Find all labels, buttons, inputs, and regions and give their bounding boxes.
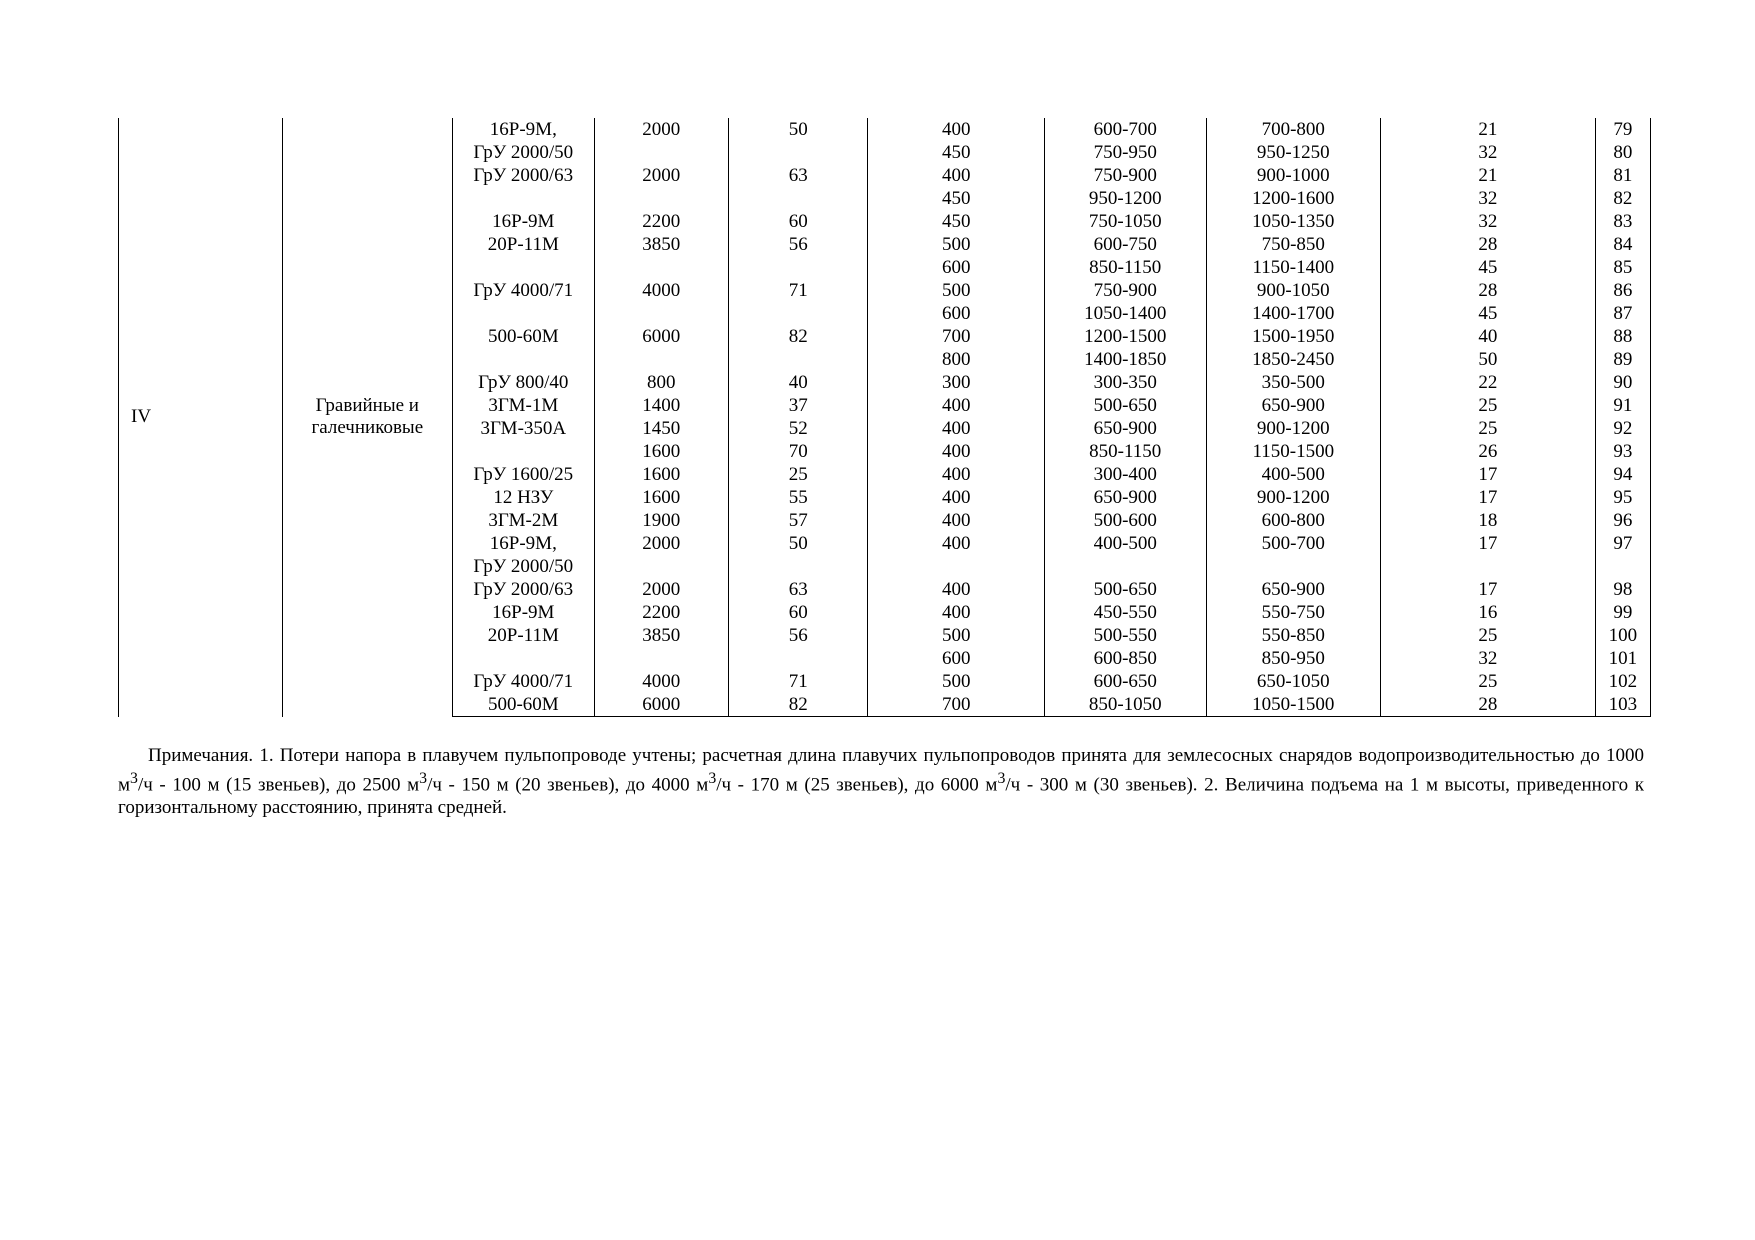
dredger-model-cell: ГрУ 1600/25 [453, 463, 594, 486]
capacity-cell: 2000 [594, 164, 728, 187]
range-horizontal-cell: 650-900 [1044, 486, 1206, 509]
range-total-cell: 650-900 [1206, 394, 1381, 417]
range-horizontal-cell: 1200-1500 [1044, 325, 1206, 348]
range-horizontal-cell: 600-750 [1044, 233, 1206, 256]
dredger-model-cell [453, 440, 594, 463]
capacity-cell: 3850 [594, 624, 728, 647]
pipe-diameter-cell: 400 [868, 486, 1045, 509]
pipe-diameter-cell: 600 [868, 256, 1045, 279]
range-total-cell: 1150-1500 [1206, 440, 1381, 463]
pipe-diameter-cell: 400 [868, 509, 1045, 532]
range-horizontal-cell: 500-600 [1044, 509, 1206, 532]
rise-cell: 45 [1381, 256, 1596, 279]
head-cell: 56 [728, 624, 867, 647]
range-total-cell: 500-700 [1206, 532, 1381, 555]
range-horizontal-cell: 300-350 [1044, 371, 1206, 394]
pipe-diameter-cell: 800 [868, 348, 1045, 371]
row-number-cell: 91 [1595, 394, 1650, 417]
range-horizontal-cell: 850-1050 [1044, 693, 1206, 717]
soil-type-cell: Гравийные и галечниковые [282, 118, 453, 717]
row-number-cell: 102 [1595, 670, 1650, 693]
capacity-cell: 4000 [594, 670, 728, 693]
row-number-cell: 87 [1595, 302, 1650, 325]
pipe-diameter-cell: 600 [868, 647, 1045, 670]
pipe-diameter-cell [868, 555, 1045, 578]
rise-cell: 32 [1381, 210, 1596, 233]
range-total-cell: 650-900 [1206, 578, 1381, 601]
pipe-diameter-cell: 400 [868, 164, 1045, 187]
rise-cell: 25 [1381, 670, 1596, 693]
range-total-cell: 1400-1700 [1206, 302, 1381, 325]
range-horizontal-cell: 950-1200 [1044, 187, 1206, 210]
range-horizontal-cell: 1400-1850 [1044, 348, 1206, 371]
pipe-diameter-cell: 500 [868, 624, 1045, 647]
dredger-performance-table [118, 118, 1651, 717]
row-number-cell: 103 [1595, 693, 1650, 717]
head-cell: 25 [728, 463, 867, 486]
head-cell [728, 647, 867, 670]
range-total-cell: 900-1200 [1206, 486, 1381, 509]
pipe-diameter-cell: 400 [868, 532, 1045, 555]
capacity-cell [594, 555, 728, 578]
dredger-model-cell [453, 348, 594, 371]
range-total-cell: 750-850 [1206, 233, 1381, 256]
range-horizontal-cell: 1050-1400 [1044, 302, 1206, 325]
dredger-model-cell: 20Р-11М [453, 233, 594, 256]
dredger-model-cell: 500-60М [453, 693, 594, 717]
range-horizontal-cell: 850-1150 [1044, 256, 1206, 279]
range-total-cell: 850-950 [1206, 647, 1381, 670]
pipe-diameter-cell: 500 [868, 233, 1045, 256]
head-cell [728, 187, 867, 210]
pipe-diameter-cell: 600 [868, 302, 1045, 325]
rise-cell: 40 [1381, 325, 1596, 348]
row-number-cell: 89 [1595, 348, 1650, 371]
range-horizontal-cell: 450-550 [1044, 601, 1206, 624]
range-horizontal-cell: 750-1050 [1044, 210, 1206, 233]
capacity-cell [594, 187, 728, 210]
head-cell [728, 256, 867, 279]
range-total-cell: 600-800 [1206, 509, 1381, 532]
table-notes [118, 744, 1644, 819]
capacity-cell: 1600 [594, 440, 728, 463]
range-total-cell: 700-800 [1206, 118, 1381, 141]
rise-cell: 32 [1381, 141, 1596, 164]
dredger-model-cell: ГрУ 2000/50 [453, 555, 594, 578]
pipe-diameter-cell: 450 [868, 210, 1045, 233]
head-cell: 52 [728, 417, 867, 440]
capacity-cell: 2000 [594, 578, 728, 601]
pipe-diameter-cell: 300 [868, 371, 1045, 394]
superscript: 3 [419, 770, 428, 787]
dredger-model-cell: 16Р-9М [453, 601, 594, 624]
capacity-cell: 2200 [594, 601, 728, 624]
row-number-cell: 79 [1595, 118, 1650, 141]
row-number-cell: 96 [1595, 509, 1650, 532]
pipe-diameter-cell: 700 [868, 325, 1045, 348]
rise-cell: 17 [1381, 463, 1596, 486]
dredger-model-cell: ГрУ 4000/71 [453, 279, 594, 302]
range-total-cell: 1850-2450 [1206, 348, 1381, 371]
range-total-cell [1206, 555, 1381, 578]
capacity-cell: 6000 [594, 325, 728, 348]
dredger-model-cell [453, 187, 594, 210]
range-total-cell: 900-1200 [1206, 417, 1381, 440]
capacity-cell: 1450 [594, 417, 728, 440]
head-cell: 71 [728, 279, 867, 302]
table-body [119, 118, 1651, 717]
rise-cell: 25 [1381, 624, 1596, 647]
range-total-cell: 1150-1400 [1206, 256, 1381, 279]
range-horizontal-cell: 650-900 [1044, 417, 1206, 440]
capacity-cell [594, 141, 728, 164]
pipe-diameter-cell: 450 [868, 187, 1045, 210]
capacity-cell [594, 256, 728, 279]
capacity-cell: 1900 [594, 509, 728, 532]
range-total-cell: 550-750 [1206, 601, 1381, 624]
head-cell: 60 [728, 210, 867, 233]
dredger-model-cell: ГрУ 2000/63 [453, 578, 594, 601]
row-number-cell: 94 [1595, 463, 1650, 486]
range-horizontal-cell [1044, 555, 1206, 578]
row-number-cell: 100 [1595, 624, 1650, 647]
head-cell: 63 [728, 164, 867, 187]
superscript: 3 [997, 770, 1006, 787]
range-horizontal-cell: 750-900 [1044, 279, 1206, 302]
head-cell: 50 [728, 118, 867, 141]
dredger-model-cell [453, 302, 594, 325]
range-horizontal-cell: 750-900 [1044, 164, 1206, 187]
capacity-cell [594, 647, 728, 670]
rise-cell: 25 [1381, 417, 1596, 440]
head-cell: 63 [728, 578, 867, 601]
head-cell: 82 [728, 325, 867, 348]
dredger-model-cell: 20Р-11М [453, 624, 594, 647]
capacity-cell: 2200 [594, 210, 728, 233]
range-total-cell: 1500-1950 [1206, 325, 1381, 348]
range-horizontal-cell: 300-400 [1044, 463, 1206, 486]
capacity-cell: 800 [594, 371, 728, 394]
pipe-diameter-cell: 400 [868, 440, 1045, 463]
head-cell: 50 [728, 532, 867, 555]
rise-cell: 28 [1381, 279, 1596, 302]
capacity-cell: 1600 [594, 486, 728, 509]
range-horizontal-cell: 500-650 [1044, 578, 1206, 601]
dredger-model-cell: 16Р-9М [453, 210, 594, 233]
capacity-cell: 1600 [594, 463, 728, 486]
rise-cell: 25 [1381, 394, 1596, 417]
row-number-cell: 90 [1595, 371, 1650, 394]
dredger-model-cell: 3ГМ-2М [453, 509, 594, 532]
dredger-model-cell: ГрУ 4000/71 [453, 670, 594, 693]
note-text: /ч - 100 м (15 звеньев), до 2500 м [137, 774, 420, 796]
rise-cell: 17 [1381, 578, 1596, 601]
dredger-model-cell: 3ГМ-350А [453, 417, 594, 440]
rise-cell: 26 [1381, 440, 1596, 463]
pipe-diameter-cell: 400 [868, 578, 1045, 601]
dredger-model-cell: 16Р-9М, [453, 118, 594, 141]
range-total-cell: 1050-1500 [1206, 693, 1381, 717]
rise-cell [1381, 555, 1596, 578]
pipe-diameter-cell: 500 [868, 279, 1045, 302]
dredger-model-cell: 12 НЗУ [453, 486, 594, 509]
range-horizontal-cell: 500-550 [1044, 624, 1206, 647]
range-horizontal-cell: 600-700 [1044, 118, 1206, 141]
soil-category-cell: IV [119, 118, 283, 717]
range-total-cell: 1200-1600 [1206, 187, 1381, 210]
capacity-cell: 4000 [594, 279, 728, 302]
head-cell [728, 302, 867, 325]
dredger-model-cell: ГрУ 800/40 [453, 371, 594, 394]
dredger-model-cell [453, 256, 594, 279]
row-number-cell: 81 [1595, 164, 1650, 187]
dredger-model-cell: 3ГМ-1М [453, 394, 594, 417]
dredger-model-cell: 500-60М [453, 325, 594, 348]
range-total-cell: 400-500 [1206, 463, 1381, 486]
pipe-diameter-cell: 400 [868, 118, 1045, 141]
pipe-diameter-cell: 400 [868, 463, 1045, 486]
pipe-diameter-cell: 400 [868, 394, 1045, 417]
superscript: 3 [130, 770, 138, 787]
row-number-cell: 80 [1595, 141, 1650, 164]
row-number-cell: 98 [1595, 578, 1650, 601]
dredger-model-cell [453, 647, 594, 670]
superscript: 3 [708, 770, 717, 787]
head-cell: 37 [728, 394, 867, 417]
head-cell: 57 [728, 509, 867, 532]
range-total-cell: 950-1250 [1206, 141, 1381, 164]
head-cell [728, 555, 867, 578]
head-cell: 60 [728, 601, 867, 624]
capacity-cell [594, 348, 728, 371]
head-cell: 40 [728, 371, 867, 394]
rise-cell: 32 [1381, 187, 1596, 210]
head-cell: 55 [728, 486, 867, 509]
pipe-diameter-cell: 500 [868, 670, 1045, 693]
head-cell: 56 [728, 233, 867, 256]
capacity-cell: 1400 [594, 394, 728, 417]
head-cell: 82 [728, 693, 867, 717]
rise-cell: 18 [1381, 509, 1596, 532]
head-cell: 70 [728, 440, 867, 463]
table-row [119, 118, 1651, 141]
row-number-cell: 101 [1595, 647, 1650, 670]
note-text: /ч - 300 м (30 звеньев). 2. Величина подъема на 1 м высоты, приведенного к горизонтальному расстоянию, принята средней. [118, 774, 1644, 819]
range-total-cell: 350-500 [1206, 371, 1381, 394]
note-text: /ч - 170 м (25 звеньев), до 6000 м [716, 774, 998, 796]
rise-cell: 17 [1381, 532, 1596, 555]
capacity-cell: 2000 [594, 532, 728, 555]
head-cell [728, 348, 867, 371]
pipe-diameter-cell: 700 [868, 693, 1045, 717]
head-cell: 71 [728, 670, 867, 693]
range-total-cell: 900-1050 [1206, 279, 1381, 302]
capacity-cell: 6000 [594, 693, 728, 717]
rise-cell: 21 [1381, 118, 1596, 141]
head-cell [728, 141, 867, 164]
rise-cell: 50 [1381, 348, 1596, 371]
rise-cell: 16 [1381, 601, 1596, 624]
row-number-cell: 92 [1595, 417, 1650, 440]
range-horizontal-cell: 600-850 [1044, 647, 1206, 670]
capacity-cell: 2000 [594, 118, 728, 141]
row-number-cell: 99 [1595, 601, 1650, 624]
dredger-model-cell: 16Р-9М, [453, 532, 594, 555]
capacity-cell: 3850 [594, 233, 728, 256]
range-horizontal-cell: 750-950 [1044, 141, 1206, 164]
row-number-cell: 97 [1595, 532, 1650, 555]
rise-cell: 28 [1381, 233, 1596, 256]
pipe-diameter-cell: 400 [868, 417, 1045, 440]
capacity-cell [594, 302, 728, 325]
range-total-cell: 900-1000 [1206, 164, 1381, 187]
note-text: Примечания. 1. Потери напора в плавучем пульпопроводе учтены; расчетная длина плавучих пульпопроводов принята для землесосных снарядов водопроизводительностью до 1000 м [118, 745, 1644, 796]
rise-cell: 28 [1381, 693, 1596, 717]
row-number-cell [1595, 555, 1650, 578]
range-total-cell: 550-850 [1206, 624, 1381, 647]
range-total-cell: 650-1050 [1206, 670, 1381, 693]
rise-cell: 22 [1381, 371, 1596, 394]
row-number-cell: 82 [1595, 187, 1650, 210]
row-number-cell: 84 [1595, 233, 1650, 256]
row-number-cell: 95 [1595, 486, 1650, 509]
note-text: /ч - 150 м (20 звеньев), до 4000 м [427, 774, 709, 796]
rise-cell: 21 [1381, 164, 1596, 187]
row-number-cell: 85 [1595, 256, 1650, 279]
range-horizontal-cell: 400-500 [1044, 532, 1206, 555]
row-number-cell: 88 [1595, 325, 1650, 348]
rise-cell: 45 [1381, 302, 1596, 325]
range-horizontal-cell: 850-1150 [1044, 440, 1206, 463]
range-horizontal-cell: 500-650 [1044, 394, 1206, 417]
pipe-diameter-cell: 450 [868, 141, 1045, 164]
dredger-model-cell: ГрУ 2000/63 [453, 164, 594, 187]
dredger-model-cell: ГрУ 2000/50 [453, 141, 594, 164]
range-total-cell: 1050-1350 [1206, 210, 1381, 233]
rise-cell: 32 [1381, 647, 1596, 670]
rise-cell: 17 [1381, 486, 1596, 509]
row-number-cell: 93 [1595, 440, 1650, 463]
pipe-diameter-cell: 400 [868, 601, 1045, 624]
range-horizontal-cell: 600-650 [1044, 670, 1206, 693]
row-number-cell: 83 [1595, 210, 1650, 233]
row-number-cell: 86 [1595, 279, 1650, 302]
